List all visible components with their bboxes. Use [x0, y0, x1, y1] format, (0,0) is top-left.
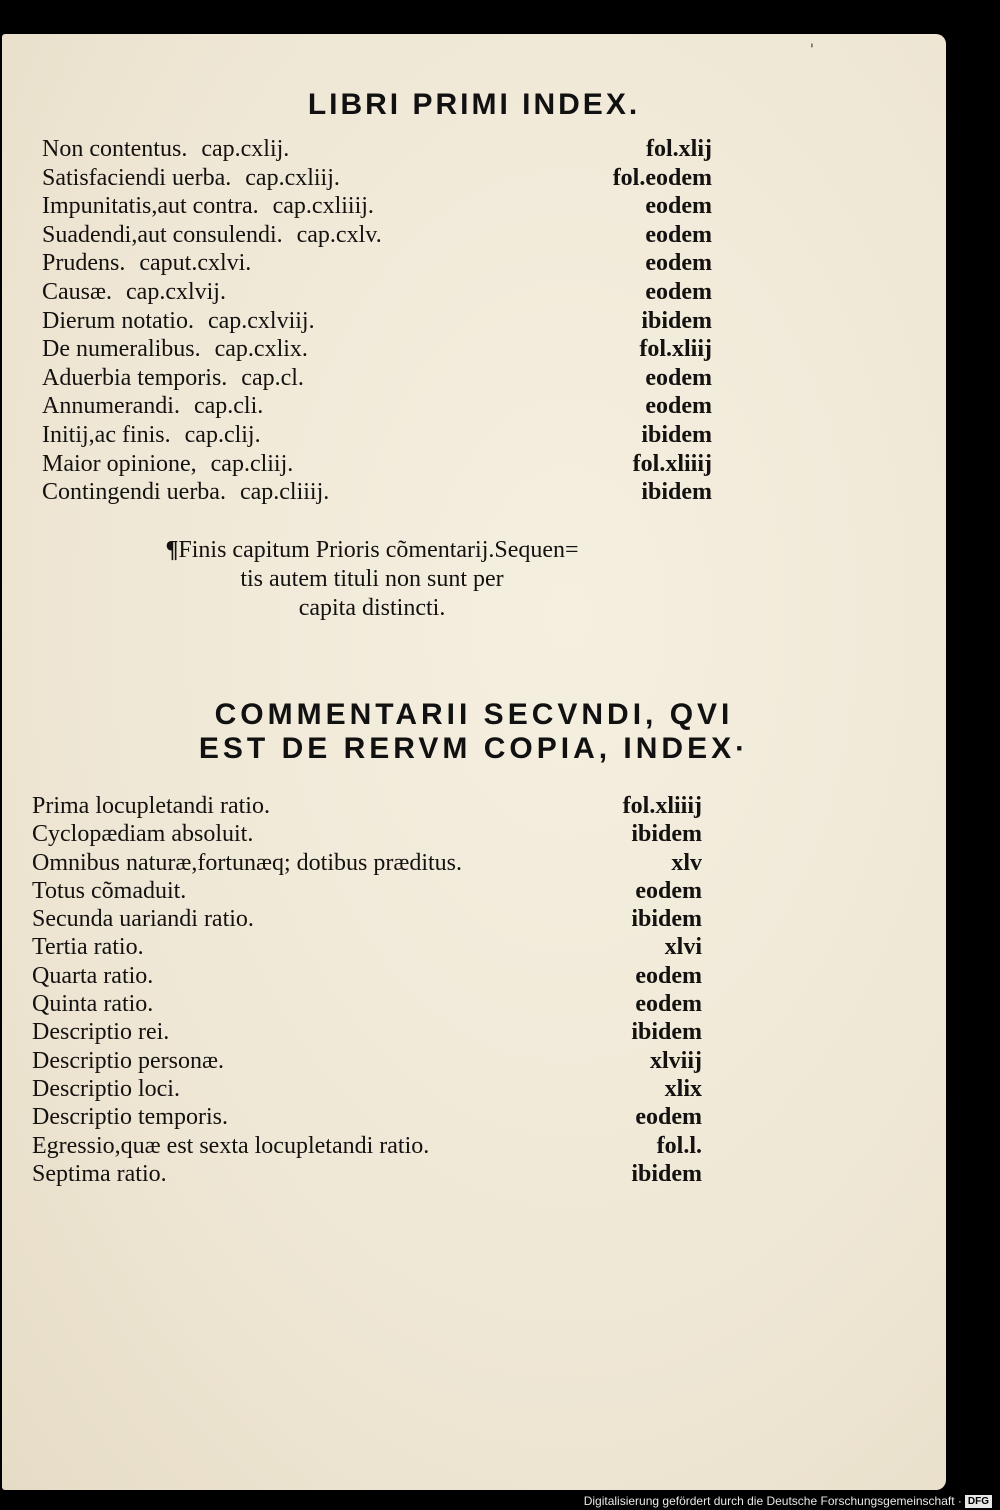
entry-folio: ibidem [631, 821, 702, 848]
entry-folio: eodem [645, 250, 712, 277]
entry-label: Dierum notatio. [42, 307, 194, 334]
entry-folio: fol.xliij [639, 336, 712, 363]
entry-label: Prudens. [42, 250, 126, 277]
entry-folio: fol.xliiij [632, 450, 712, 477]
entry-label: Contingendi uerba. [42, 479, 226, 506]
index-entry [32, 1047, 702, 1075]
entry-folio: eodem [635, 962, 702, 989]
entry-chapter: cap.cxlix. [214, 336, 308, 363]
index-entry [42, 450, 712, 479]
entry-folio: xlix [664, 1075, 702, 1102]
index-entry [32, 990, 702, 1018]
index-entry [42, 135, 712, 164]
index-entry [42, 221, 712, 250]
index-entry [32, 1132, 702, 1160]
entry-folio: ibidem [641, 421, 712, 448]
entry-chapter: cap.cxlvij. [126, 278, 226, 305]
entry-label: Annumerandi. [42, 393, 180, 420]
section1-closing-note [142, 536, 602, 623]
index-entry [32, 792, 702, 820]
entry-folio: eodem [635, 991, 702, 1018]
pilcrow-mark: ¶ [165, 537, 179, 563]
entry-label: Suadendi,aut consulendi. [42, 221, 283, 248]
entry-folio: eodem [645, 278, 712, 305]
entry-folio: eodem [645, 364, 712, 391]
entry-label: Initij,ac finis. [42, 421, 171, 448]
entry-chapter: cap.cliiij. [239, 479, 330, 506]
index-entry [32, 877, 702, 905]
index-entry [32, 962, 702, 990]
note-line-1: Finis capitum Prioris cõmentarij.Sequen= [178, 537, 579, 563]
entry-label: Descriptio loci. [32, 1075, 180, 1102]
index-entry [42, 249, 712, 278]
index-entry [32, 1103, 702, 1131]
index-entry [42, 421, 712, 450]
entry-folio: eodem [645, 393, 712, 420]
index-entry [32, 905, 702, 933]
entry-folio: eodem [635, 1104, 702, 1131]
section2-heading [2, 698, 946, 766]
index-entry [42, 364, 712, 393]
index-entry [32, 1018, 702, 1046]
entry-folio: fol.xlij [646, 136, 712, 162]
entry-label: Tertia ratio. [32, 934, 144, 961]
entry-label: Prima locupletandi ratio. [32, 793, 270, 819]
entry-folio: fol.l. [656, 1132, 702, 1159]
entry-chapter: cap.cxlij. [201, 136, 290, 162]
corner-mark: ' [810, 42, 814, 58]
entry-folio: xlvi [664, 934, 702, 961]
entry-label: Descriptio personæ. [32, 1047, 224, 1074]
entry-chapter: cap.cli. [193, 393, 264, 420]
entry-chapter: cap.cxliiij. [272, 193, 374, 220]
entry-folio: ibidem [641, 479, 712, 506]
entry-label: Causæ. [42, 278, 113, 305]
entry-label: De numeralibus. [42, 336, 201, 363]
entry-label: Septima ratio. [32, 1160, 167, 1187]
entry-chapter: cap.cxlviij. [207, 307, 315, 334]
entry-chapter: cap.cliij. [210, 450, 294, 477]
entry-label: Omnibus naturæ,fortunæq; dotibus præditus. [32, 849, 463, 876]
note-line-2: tis autem tituli non sunt per [240, 566, 504, 592]
index-entry [42, 335, 712, 364]
index-entry [32, 1075, 702, 1103]
entry-label: Impunitatis,aut contra. [42, 193, 259, 220]
entry-folio: ibidem [631, 1160, 702, 1187]
index-entry [42, 392, 712, 421]
entry-chapter: cap.cxlv. [296, 221, 382, 248]
dfg-logo: DFG [965, 1495, 992, 1508]
entry-folio: xlviij [650, 1047, 702, 1074]
entry-chapter: caput.cxlvi. [139, 250, 252, 277]
section1-heading: LIBRI PRIMI INDEX. [307, 88, 641, 121]
index-entry [32, 1160, 702, 1188]
index-entry [42, 478, 712, 507]
entry-label: Quinta ratio. [32, 991, 154, 1018]
note-line-3: capita distincti. [298, 595, 446, 621]
footer-credit-text: Digitalisierung gefördert durch die Deutsche Forschungsgemeinschaft · [583, 1494, 962, 1508]
entry-label: Secunda uariandi ratio. [32, 906, 254, 933]
entry-chapter: cap.cxliij. [245, 164, 340, 191]
entry-chapter: cap.clij. [184, 421, 261, 448]
entry-label: Egressio,quæ est sexta locupletandi ratio. [32, 1132, 430, 1159]
entry-folio: ibidem [631, 906, 702, 933]
entry-folio: eodem [645, 221, 712, 248]
entry-label: Non contentus. [42, 136, 188, 162]
entry-folio: ibidem [641, 307, 712, 334]
entry-label: Descriptio rei. [32, 1019, 170, 1046]
section2-heading-line-2: EST DE RERVM COPIA, INDEX· [198, 732, 750, 765]
entry-folio: fol.eodem [612, 164, 712, 191]
entry-folio: xlv [671, 849, 702, 876]
section2-index-list [32, 792, 702, 1188]
entry-label: Aduerbia temporis. [42, 364, 228, 391]
index-entry [32, 933, 702, 961]
entry-label: Maior opinione, [42, 450, 197, 477]
entry-folio: fol.xliiij [622, 793, 702, 819]
entry-label: Totus cõmaduit. [32, 877, 187, 904]
index-entry [32, 820, 702, 848]
entry-label: Descriptio temporis. [32, 1104, 228, 1131]
book-page [2, 34, 946, 1490]
index-entry [42, 307, 712, 336]
entry-chapter: cap.cl. [241, 364, 304, 391]
entry-folio: eodem [635, 877, 702, 904]
index-entry [42, 164, 712, 193]
entry-label: Cyclopædiam absoluit. [32, 821, 254, 848]
entry-label: Quarta ratio. [32, 962, 154, 989]
section1-index-list [42, 135, 712, 507]
entry-label: Satisfaciendi uerba. [42, 164, 232, 191]
index-entry [42, 192, 712, 221]
funding-credit-footer [584, 1493, 992, 1510]
section2-heading-line-1: COMMENTARII SECVNDI, QVI [214, 698, 734, 731]
index-entry [42, 278, 712, 307]
index-entry [32, 849, 702, 877]
entry-folio: ibidem [631, 1019, 702, 1046]
entry-folio: eodem [645, 193, 712, 220]
